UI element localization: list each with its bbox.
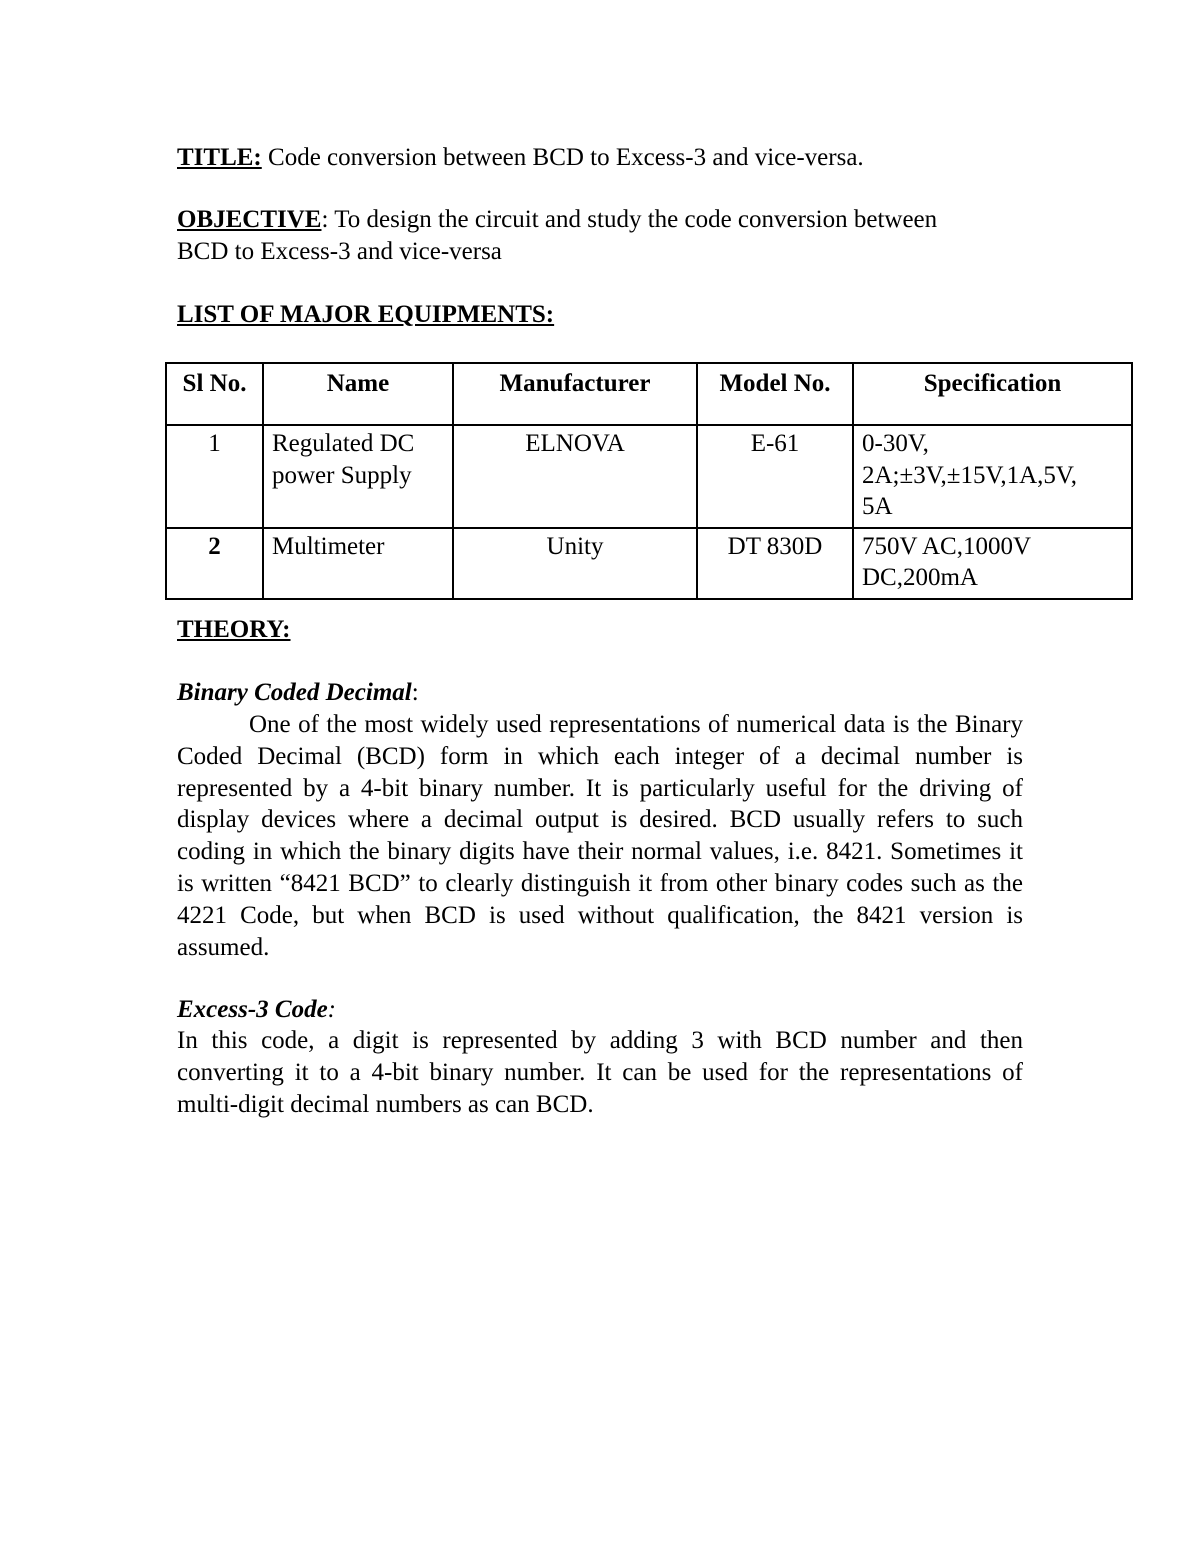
manufacturer-cell: ELNOVA (453, 425, 697, 528)
name-cell (263, 425, 453, 528)
objective-line-1 (177, 204, 937, 236)
table-header-row (166, 363, 1132, 425)
name-line: power Supply (272, 461, 412, 489)
title-line (177, 142, 864, 174)
bcd-subheading-text: Binary Coded Decimal (177, 679, 412, 706)
bcd-subheading (177, 677, 419, 709)
excess3-subheading-colon: : (327, 996, 336, 1023)
name-line: Regulated DC (272, 430, 415, 457)
column-header: Sl No. (166, 363, 263, 425)
objective-label: OBJECTIVE (177, 206, 322, 233)
title-label: TITLE: (177, 144, 262, 171)
specification-cell (853, 528, 1132, 599)
spec-line: 750V AC,1000V (862, 532, 1032, 560)
model-cell: DT 830D (697, 528, 853, 599)
name-cell (263, 528, 453, 599)
name-line: Multimeter (272, 532, 385, 560)
column-header: Name (263, 363, 453, 425)
title-text: Code conversion between BCD to Excess-3 and vice-versa. (261, 144, 864, 171)
bcd-paragraph-text: One of the most widely used representations of numerical data is the Binary Coded Decimal (BCD) form in which each integer of a decimal number is represented by a 4-bit binary number. It is particularly useful for the driving of display devices where a decimal output is desired. BCD usually refers to such coding in which the binary digits have their normal values, i.e. 8421. Sometimes it is written “8421 BCD” to clearly distinguish it from other binary codes such as the 4221 Code, but when BCD is used without qualification, the 8421 version is assumed. (177, 711, 1023, 961)
spec-line: 5A (862, 493, 893, 520)
spec-line: DC,200mA (862, 564, 978, 591)
excess3-subheading-text: Excess-3 Code (177, 996, 328, 1023)
model-cell: E-61 (697, 425, 853, 528)
sl-no-cell: 2 (166, 528, 263, 599)
column-header: Specification (853, 363, 1132, 425)
objective-line-2: BCD to Excess-3 and vice-versa (177, 238, 502, 265)
column-header: Model No. (697, 363, 853, 425)
spec-line: 2A;±3V,±15V,1A,5V, (862, 461, 1077, 489)
equipment-table (165, 362, 1133, 600)
theory-heading: THEORY: (177, 616, 291, 643)
manufacturer-cell: Unity (453, 528, 697, 599)
sl-no-cell: 1 (166, 425, 263, 528)
table-row (166, 425, 1132, 528)
column-header: Manufacturer (453, 363, 697, 425)
table-row (166, 528, 1132, 599)
bcd-paragraph (177, 709, 1023, 963)
excess3-subheading (177, 994, 336, 1026)
specification-cell (853, 425, 1132, 528)
objective-text-1: : To design the circuit and study the code conversion between (321, 206, 938, 233)
excess3-paragraph: In this code, a digit is represented by adding 3 with BCD number and then converting it to a 4-bit binary number. It can be used for the representations of multi-digit decimal numbers as can BCD. (177, 1027, 1023, 1118)
spec-line: 0-30V, (862, 430, 929, 457)
bcd-subheading-colon: : (411, 679, 419, 706)
equipment-heading: LIST OF MAJOR EQUIPMENTS: (177, 301, 555, 328)
